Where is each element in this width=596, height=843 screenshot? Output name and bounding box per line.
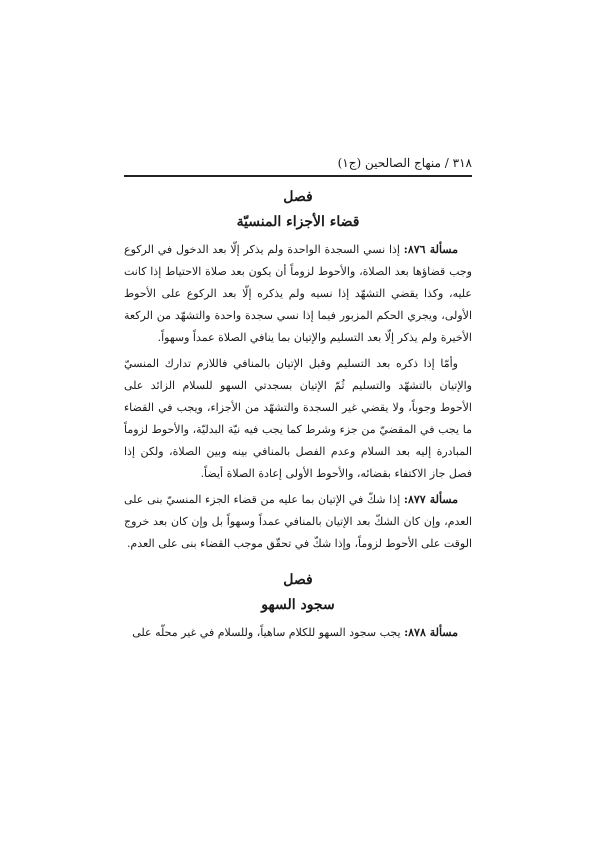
section-spacer — [124, 559, 472, 569]
running-title: ٣١٨ / منهاج الصالحين (ج١) — [337, 156, 472, 170]
issue-number: مسألة ٨٧٦: — [403, 243, 458, 256]
paragraph-issue-878 — [124, 622, 472, 644]
issue-number: مسألة ٨٧٨: — [404, 626, 458, 639]
paragraph-text: إذا شكّ في الإتيان بما عليه من قضاء الجزء المنسيّ بنى على العدم، وإن كان الشكّ بعد الإتيان بالمنافي عمداً وسهواً بل وإن كان بعد خروج الوقت على الأحوط لزوماً، وإذا شكّ في تحقّق موجب القضاء بنى على العدم. — [124, 493, 472, 550]
section-heading: فصل — [283, 572, 313, 588]
page-content — [124, 186, 472, 648]
paragraph-issue-876 — [124, 239, 472, 349]
header-rule — [124, 175, 472, 177]
section-heading: فصل — [283, 189, 313, 205]
section-subheading: سجود السهو — [261, 597, 335, 613]
running-header — [124, 153, 472, 173]
section-missed-parts — [124, 186, 472, 555]
paragraph-issue-877 — [124, 489, 472, 555]
section-subheading: قضاء الأجزاء المنسيّة — [236, 214, 360, 230]
paragraph-text: يجب سجود السهو للكلام ساهياً، وللسلام في غير محلّه على — [132, 626, 405, 639]
issue-number: مسألة ٨٧٧: — [403, 493, 459, 506]
paragraph-text: إذا نسي السجدة الواحدة ولم يذكر إلّا بعد الدخول في الركوع وجب قضاؤها بعد الصلاة، والأحوط لزوماً أن يكون بعد صلاة الاحتياط إذا كانت عليه، وكذا يقضي التشهّد إذا نسيه ولم يذكره إلّا بعد الركوع على الأحوط الأولى، ويجري الحكم المزبور فيما إذا نسي سجدة واحدة والتشهّد من الركعة الأخيرة ولم يذكر إلّا بعد التسليم والإتيان بما ينافي الصلاة عمداً وسهواً. — [124, 243, 472, 344]
paragraph-continuation: وأمّا إذا ذكره بعد التسليم وقبل الإتيان بالمنافي فاللازم تدارك المنسيّ والإتيان بالتشهّد والتسليم ثُمّ الإتيان بسجدتي السهو للسلام الزائد على الأحوط وجوباً، ولا يقضي غير السجدة والتشهّد من الأجزاء، ويجب في القضاء ما يجب في المقضيّ من جزء وشرط كما يجب فيه نيّة البدليّة، والأحوط لزوماً المبادرة إليه بعد السلام وعدم الفصل بالمنافي بينه وبين الصلاة، ولكن إذا فصل جاز الاكتفاء بقضائه، والأحوط الأولى إعادة الصلاة أيضاً. — [124, 357, 472, 480]
section-prostration-of-forgetfulness — [124, 569, 472, 644]
